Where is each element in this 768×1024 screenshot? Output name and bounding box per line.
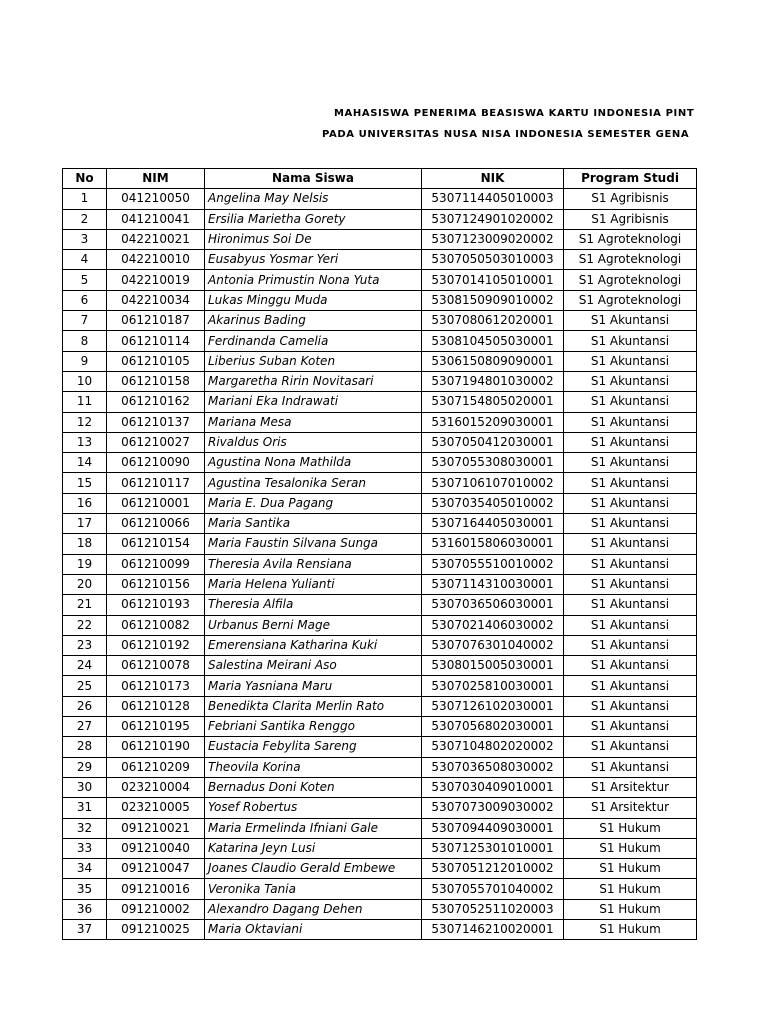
cell-nama: Benedikta Clarita Merlin Rato (205, 696, 422, 716)
cell-nim: 091210025 (107, 919, 205, 939)
cell-no: 25 (63, 676, 107, 696)
cell-prodi: S1 Akuntansi (564, 473, 697, 493)
cell-nama: Margaretha Ririn Novitasari (205, 371, 422, 391)
cell-nik: 5307154805020001 (422, 392, 564, 412)
cell-nim: 042210010 (107, 250, 205, 270)
cell-no: 8 (63, 331, 107, 351)
table-row (63, 656, 697, 676)
cell-nim: 061210156 (107, 574, 205, 594)
cell-nama: Theovila Korina (205, 757, 422, 777)
cell-nama: Maria Ermelinda Ifniani Gale (205, 818, 422, 838)
cell-nik: 5307194801030002 (422, 371, 564, 391)
cell-prodi: S1 Hukum (564, 818, 697, 838)
cell-no: 32 (63, 818, 107, 838)
cell-no: 13 (63, 432, 107, 452)
cell-prodi: S1 Agroteknologi (564, 250, 697, 270)
table-row (63, 554, 697, 574)
document-title-line-2: PADA UNIVERSITAS NUSA NISA INDONESIA SEMESTER GENA (322, 129, 690, 140)
cell-nik: 5307055510010002 (422, 554, 564, 574)
cell-nik: 5307035405010002 (422, 493, 564, 513)
cell-nik: 5307076301040002 (422, 635, 564, 655)
cell-nik: 5307051212010002 (422, 859, 564, 879)
cell-nim: 061210187 (107, 311, 205, 331)
cell-no: 21 (63, 595, 107, 615)
cell-prodi: S1 Akuntansi (564, 737, 697, 757)
cell-nik: 5308104505030001 (422, 331, 564, 351)
cell-prodi: S1 Akuntansi (564, 615, 697, 635)
cell-nik: 5316015209030001 (422, 412, 564, 432)
header-nim: NIM (107, 169, 205, 189)
cell-nik: 5307080612020001 (422, 311, 564, 331)
cell-nama: Angelina May Nelsis (205, 189, 422, 209)
cell-no: 18 (63, 534, 107, 554)
cell-no: 22 (63, 615, 107, 635)
table-row (63, 859, 697, 879)
cell-no: 23 (63, 635, 107, 655)
cell-no: 16 (63, 493, 107, 513)
cell-nim: 041210050 (107, 189, 205, 209)
cell-nim: 091210021 (107, 818, 205, 838)
table-row (63, 919, 697, 939)
cell-nik: 5307050412030001 (422, 432, 564, 452)
cell-prodi: S1 Akuntansi (564, 311, 697, 331)
cell-prodi: S1 Hukum (564, 838, 697, 858)
cell-nik: 5307104802020002 (422, 737, 564, 757)
cell-nama: Theresia Alfila (205, 595, 422, 615)
cell-nim: 061210173 (107, 676, 205, 696)
table-row (63, 371, 697, 391)
header-nik: NIK (422, 169, 564, 189)
cell-nama: Emerensiana Katharina Kuki (205, 635, 422, 655)
cell-nik: 5307114405010003 (422, 189, 564, 209)
cell-nik: 5307126102030001 (422, 696, 564, 716)
cell-nik: 5307123009020002 (422, 229, 564, 249)
cell-no: 26 (63, 696, 107, 716)
cell-no: 2 (63, 209, 107, 229)
cell-nim: 061210027 (107, 432, 205, 452)
table-row (63, 473, 697, 493)
cell-prodi: S1 Akuntansi (564, 392, 697, 412)
cell-nama: Theresia Avila Rensiana (205, 554, 422, 574)
cell-nim: 061210082 (107, 615, 205, 635)
cell-prodi: S1 Agroteknologi (564, 270, 697, 290)
cell-prodi: S1 Agroteknologi (564, 229, 697, 249)
table-row (63, 574, 697, 594)
cell-prodi: S1 Hukum (564, 879, 697, 899)
cell-nim: 061210090 (107, 453, 205, 473)
cell-nik: 5307164405030001 (422, 514, 564, 534)
table-row (63, 595, 697, 615)
table-row (63, 635, 697, 655)
table-row (63, 392, 697, 412)
cell-no: 12 (63, 412, 107, 432)
cell-no: 33 (63, 838, 107, 858)
cell-nama: Eusabyus Yosmar Yeri (205, 250, 422, 270)
cell-nama: Maria Santika (205, 514, 422, 534)
cell-no: 17 (63, 514, 107, 534)
table-row (63, 757, 697, 777)
cell-nim: 061210105 (107, 351, 205, 371)
cell-nama: Bernadus Doni Koten (205, 777, 422, 797)
cell-nik: 5307050503010003 (422, 250, 564, 270)
cell-prodi: S1 Arsitektur (564, 777, 697, 797)
cell-nim: 023210004 (107, 777, 205, 797)
cell-nik: 5308150909010002 (422, 290, 564, 310)
cell-nik: 5307094409030001 (422, 818, 564, 838)
cell-nama: Febriani Santika Renggo (205, 717, 422, 737)
table-row (63, 453, 697, 473)
cell-nik: 5316015806030001 (422, 534, 564, 554)
cell-prodi: S1 Akuntansi (564, 757, 697, 777)
cell-nama: Maria Helena Yulianti (205, 574, 422, 594)
cell-no: 34 (63, 859, 107, 879)
cell-prodi: S1 Akuntansi (564, 371, 697, 391)
header-nama: Nama Siswa (205, 169, 422, 189)
cell-no: 3 (63, 229, 107, 249)
cell-nik: 5307124901020002 (422, 209, 564, 229)
cell-no: 37 (63, 919, 107, 939)
cell-no: 24 (63, 656, 107, 676)
cell-nim: 041210041 (107, 209, 205, 229)
cell-prodi: S1 Arsitektur (564, 798, 697, 818)
cell-nim: 042210034 (107, 290, 205, 310)
cell-no: 29 (63, 757, 107, 777)
cell-prodi: S1 Akuntansi (564, 676, 697, 696)
cell-nama: Veronika Tania (205, 879, 422, 899)
cell-nim: 091210047 (107, 859, 205, 879)
table-row (63, 818, 697, 838)
cell-nama: Maria Faustin Silvana Sunga (205, 534, 422, 554)
cell-nim: 061210162 (107, 392, 205, 412)
cell-nik: 5307030409010001 (422, 777, 564, 797)
cell-nim: 061210117 (107, 473, 205, 493)
cell-prodi: S1 Hukum (564, 859, 697, 879)
cell-nim: 061210078 (107, 656, 205, 676)
table-row (63, 534, 697, 554)
cell-nik: 5307025810030001 (422, 676, 564, 696)
cell-nama: Mariani Eka Indrawati (205, 392, 422, 412)
cell-nik: 5307014105010001 (422, 270, 564, 290)
cell-prodi: S1 Akuntansi (564, 554, 697, 574)
cell-nim: 061210066 (107, 514, 205, 534)
cell-nama: Agustina Nona Mathilda (205, 453, 422, 473)
cell-prodi: S1 Akuntansi (564, 514, 697, 534)
cell-nim: 061210128 (107, 696, 205, 716)
cell-nim: 061210193 (107, 595, 205, 615)
cell-nama: Agustina Tesalonika Seran (205, 473, 422, 493)
cell-nik: 5307021406030002 (422, 615, 564, 635)
cell-nik: 5308015005030001 (422, 656, 564, 676)
cell-nim: 091210016 (107, 879, 205, 899)
cell-nik: 5307036508030002 (422, 757, 564, 777)
cell-prodi: S1 Agribisnis (564, 209, 697, 229)
cell-no: 27 (63, 717, 107, 737)
table-row (63, 432, 697, 452)
cell-no: 19 (63, 554, 107, 574)
table-row (63, 290, 697, 310)
cell-nik: 5306150809090001 (422, 351, 564, 371)
cell-no: 31 (63, 798, 107, 818)
cell-nim: 061210190 (107, 737, 205, 757)
cell-nama: Joanes Claudio Gerald Embewe (205, 859, 422, 879)
cell-nik: 5307056802030001 (422, 717, 564, 737)
cell-nim: 091210002 (107, 899, 205, 919)
table-row (63, 311, 697, 331)
cell-no: 4 (63, 250, 107, 270)
table-row (63, 737, 697, 757)
cell-no: 35 (63, 879, 107, 899)
cell-nik: 5307073009030002 (422, 798, 564, 818)
table-row (63, 696, 697, 716)
header-prodi: Program Studi (564, 169, 697, 189)
cell-no: 14 (63, 453, 107, 473)
cell-prodi: S1 Akuntansi (564, 574, 697, 594)
table-row (63, 798, 697, 818)
cell-nik: 5307106107010002 (422, 473, 564, 493)
table-row (63, 189, 697, 209)
cell-nama: Mariana Mesa (205, 412, 422, 432)
cell-prodi: S1 Agribisnis (564, 189, 697, 209)
cell-nik: 5307036506030001 (422, 595, 564, 615)
cell-nama: Maria E. Dua Pagang (205, 493, 422, 513)
cell-nim: 061210099 (107, 554, 205, 574)
cell-nama: Katarina Jeyn Lusi (205, 838, 422, 858)
cell-nama: Ferdinanda Camelia (205, 331, 422, 351)
cell-no: 10 (63, 371, 107, 391)
cell-no: 6 (63, 290, 107, 310)
table-row (63, 717, 697, 737)
cell-prodi: S1 Akuntansi (564, 635, 697, 655)
cell-prodi: S1 Agroteknologi (564, 290, 697, 310)
cell-nama: Alexandro Dagang Dehen (205, 899, 422, 919)
header-no: No (63, 169, 107, 189)
scholarship-table (62, 168, 697, 940)
cell-nama: Lukas Minggu Muda (205, 290, 422, 310)
cell-nim: 023210005 (107, 798, 205, 818)
cell-nama: Hironimus Soi De (205, 229, 422, 249)
cell-nim: 061210195 (107, 717, 205, 737)
cell-nik: 5307114310030001 (422, 574, 564, 594)
cell-nik: 5307055701040002 (422, 879, 564, 899)
cell-prodi: S1 Akuntansi (564, 432, 697, 452)
cell-no: 1 (63, 189, 107, 209)
cell-no: 28 (63, 737, 107, 757)
cell-nama: Antonia Primustin Nona Yuta (205, 270, 422, 290)
cell-nim: 061210158 (107, 371, 205, 391)
cell-no: 20 (63, 574, 107, 594)
table-row (63, 412, 697, 432)
cell-nim: 061210209 (107, 757, 205, 777)
cell-prodi: S1 Akuntansi (564, 717, 697, 737)
cell-prodi: S1 Akuntansi (564, 656, 697, 676)
cell-nik: 5307146210020001 (422, 919, 564, 939)
cell-no: 30 (63, 777, 107, 797)
cell-nim: 061210154 (107, 534, 205, 554)
cell-nama: Salestina Meirani Aso (205, 656, 422, 676)
cell-prodi: S1 Akuntansi (564, 331, 697, 351)
cell-nim: 061210001 (107, 493, 205, 513)
cell-nim: 061210192 (107, 635, 205, 655)
cell-nik: 5307055308030001 (422, 453, 564, 473)
table-row (63, 879, 697, 899)
cell-prodi: S1 Akuntansi (564, 412, 697, 432)
cell-nama: Eustacia Febylita Sareng (205, 737, 422, 757)
document-title-line-1: MAHASISWA PENERIMA BEASISWA KARTU INDONESIA PINT (334, 108, 695, 119)
cell-nama: Maria Oktaviani (205, 919, 422, 939)
cell-no: 11 (63, 392, 107, 412)
cell-nim: 061210137 (107, 412, 205, 432)
cell-prodi: S1 Akuntansi (564, 493, 697, 513)
table-row (63, 514, 697, 534)
cell-nama: Liberius Suban Koten (205, 351, 422, 371)
table-row (63, 229, 697, 249)
cell-no: 5 (63, 270, 107, 290)
cell-no: 7 (63, 311, 107, 331)
cell-nim: 042210019 (107, 270, 205, 290)
table-row (63, 777, 697, 797)
cell-prodi: S1 Hukum (564, 919, 697, 939)
table-header-row (63, 169, 697, 189)
cell-prodi: S1 Akuntansi (564, 351, 697, 371)
table-row (63, 250, 697, 270)
cell-nama: Yosef Robertus (205, 798, 422, 818)
cell-nim: 091210040 (107, 838, 205, 858)
table-row (63, 838, 697, 858)
table-row (63, 331, 697, 351)
table-row (63, 493, 697, 513)
cell-nama: Rivaldus Oris (205, 432, 422, 452)
cell-nama: Maria Yasniana Maru (205, 676, 422, 696)
cell-nik: 5307052511020003 (422, 899, 564, 919)
cell-prodi: S1 Akuntansi (564, 595, 697, 615)
table-row (63, 270, 697, 290)
cell-nama: Ersilia Marietha Gorety (205, 209, 422, 229)
cell-no: 15 (63, 473, 107, 493)
table-row (63, 351, 697, 371)
cell-nim: 061210114 (107, 331, 205, 351)
cell-no: 36 (63, 899, 107, 919)
cell-no: 9 (63, 351, 107, 371)
cell-nama: Akarinus Bading (205, 311, 422, 331)
table-row (63, 899, 697, 919)
table-row (63, 676, 697, 696)
cell-prodi: S1 Akuntansi (564, 534, 697, 554)
cell-nik: 5307125301010001 (422, 838, 564, 858)
table-row (63, 209, 697, 229)
table-row (63, 615, 697, 635)
cell-nama: Urbanus Berni Mage (205, 615, 422, 635)
cell-prodi: S1 Akuntansi (564, 696, 697, 716)
cell-prodi: S1 Akuntansi (564, 453, 697, 473)
cell-nim: 042210021 (107, 229, 205, 249)
cell-prodi: S1 Hukum (564, 899, 697, 919)
